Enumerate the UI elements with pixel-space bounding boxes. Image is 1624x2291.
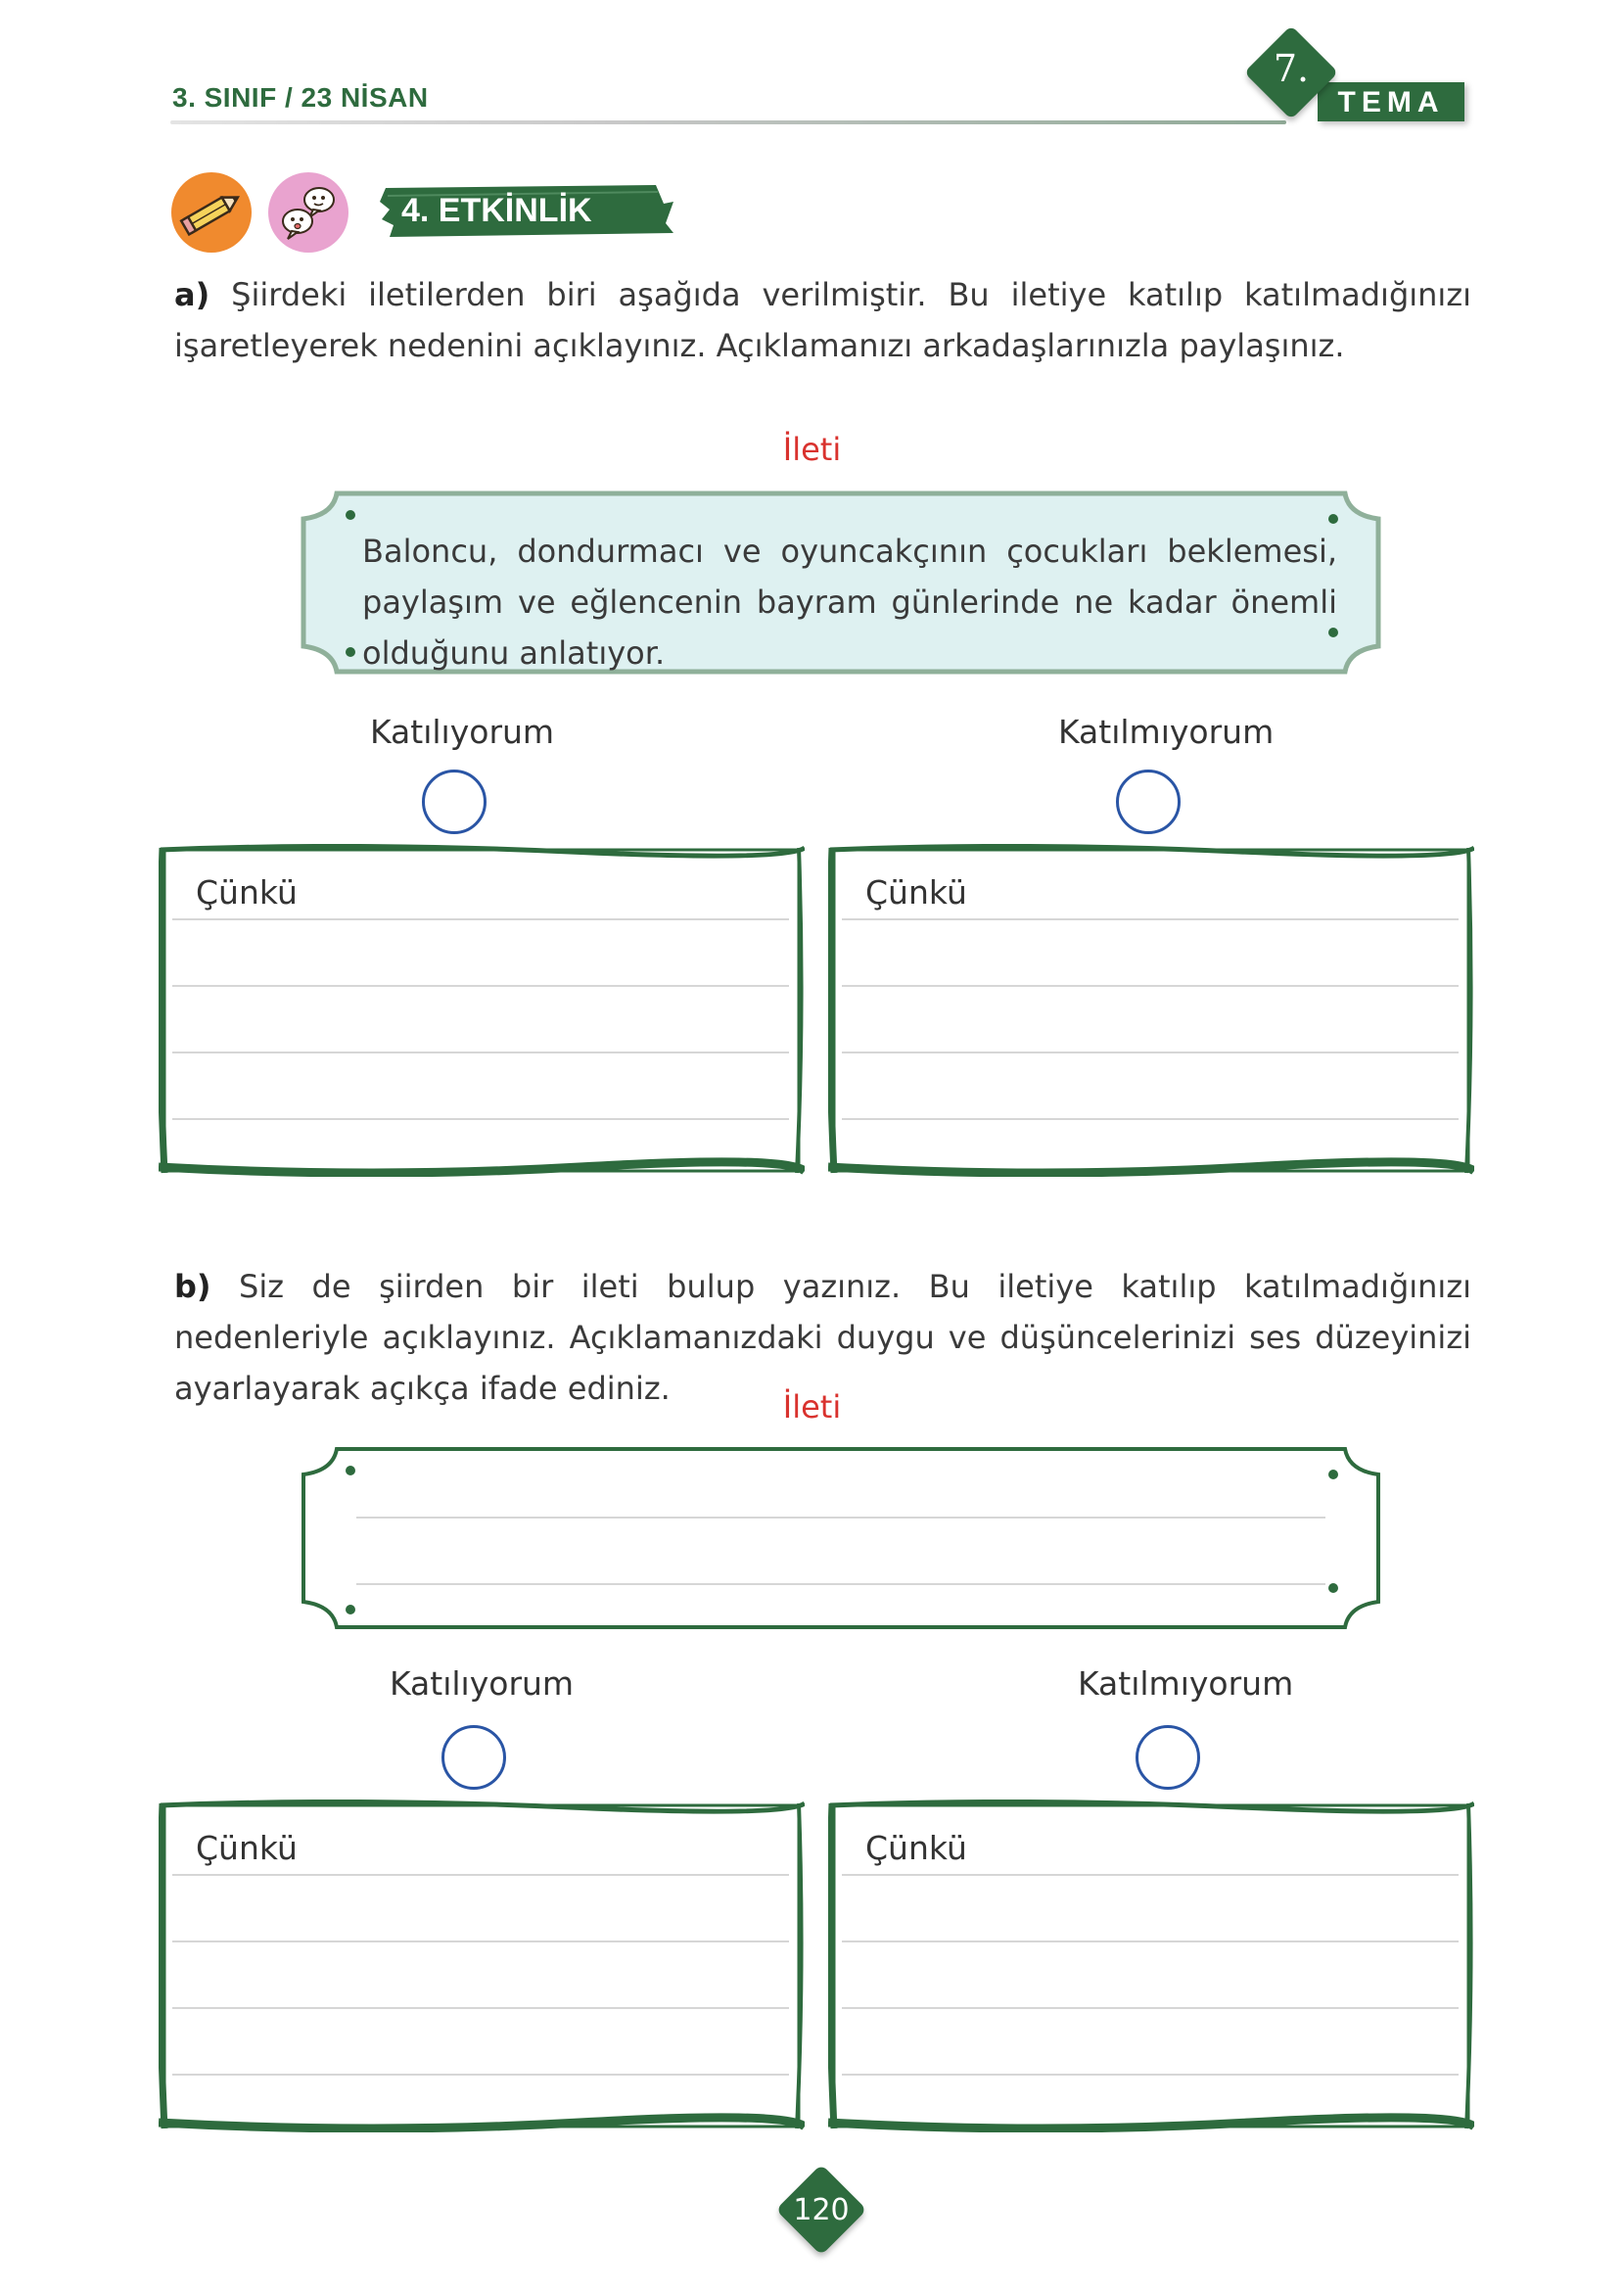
writing-line [842,1940,1459,1942]
writing-line [842,1118,1459,1120]
writing-line [842,2007,1459,2009]
writing-line [842,1052,1459,1053]
writing-line [172,918,789,920]
part-a-message-text: Baloncu, dondurmacı ve oyuncakçının çocukları beklemesi, paylaşım ve eğlencenin bayram günlerinde ne kadar önemli olduğunu anlatıyor. [362,533,1337,672]
page-number: 120 [793,2193,850,2227]
part-b-agree-because-label: Çünkü [196,1829,298,1867]
part-a-agree-because-label: Çünkü [196,873,298,912]
writing-line [172,1118,789,1120]
writing-line [842,985,1459,987]
part-b-agree-option[interactable] [441,1725,506,1790]
part-a-instruction [174,269,1471,371]
part-a-disagree-option[interactable] [1116,770,1181,834]
theme-number: 7. [1273,47,1310,90]
header-rule [170,120,1286,124]
part-b-disagree-label: Katılmıyorum [1078,1664,1294,1703]
grade-date-label: 3. SINIF / 23 NİSAN [172,82,429,113]
part-b-disagree-because-label: Çünkü [865,1829,967,1867]
theme-label: TEMA [1337,86,1445,118]
part-b-ileti-label: İleti [782,1388,842,1426]
part-a-agree-label: Katılıyorum [370,713,555,751]
part-a-disagree-because-label: Çünkü [865,873,967,912]
part-a-ileti-label: İleti [782,431,842,468]
writing-line [842,2074,1459,2076]
writing-line [172,1052,789,1053]
activity-title: 4. ETKİNLİK [401,192,592,229]
part-a-instruction-text: Şiirdeki iletilerden biri aşağıda verilmiştir. Bu iletiye katılıp katılmadığınızı işaretleyerek nedenini açıklayınız. Açıklamanızı arkadaşlarınızla paylaşınız. [174,276,1472,364]
writing-line [172,2007,789,2009]
speech-bubbles-icon [268,172,348,253]
writing-line [172,2074,789,2076]
writing-line [172,1874,789,1876]
writing-line [172,1940,789,1942]
writing-line [172,985,789,987]
writing-line [842,918,1459,920]
part-b-disagree-option[interactable] [1136,1725,1200,1790]
part-b-instruction-text: Siz de şiirden bir ileti bulup yazınız. Bu iletiye katılıp katılmadığınızı nedenleriyle açıklayınız. Açıklamanızdaki duygu ve düşüncelerinizi ses düzeyinizi ayarlayarak açıkça ifade ediniz. [174,1268,1472,1407]
part-b-message-plate[interactable] [298,1445,1384,1631]
part-b-letter: b) [174,1268,211,1305]
part-a-letter: a) [174,276,210,313]
part-a-disagree-label: Katılmıyorum [1058,713,1275,751]
writing-line [842,1874,1459,1876]
part-a-agree-option[interactable] [422,770,487,834]
pencil-icon [171,172,252,253]
part-b-agree-label: Katılıyorum [390,1664,575,1703]
